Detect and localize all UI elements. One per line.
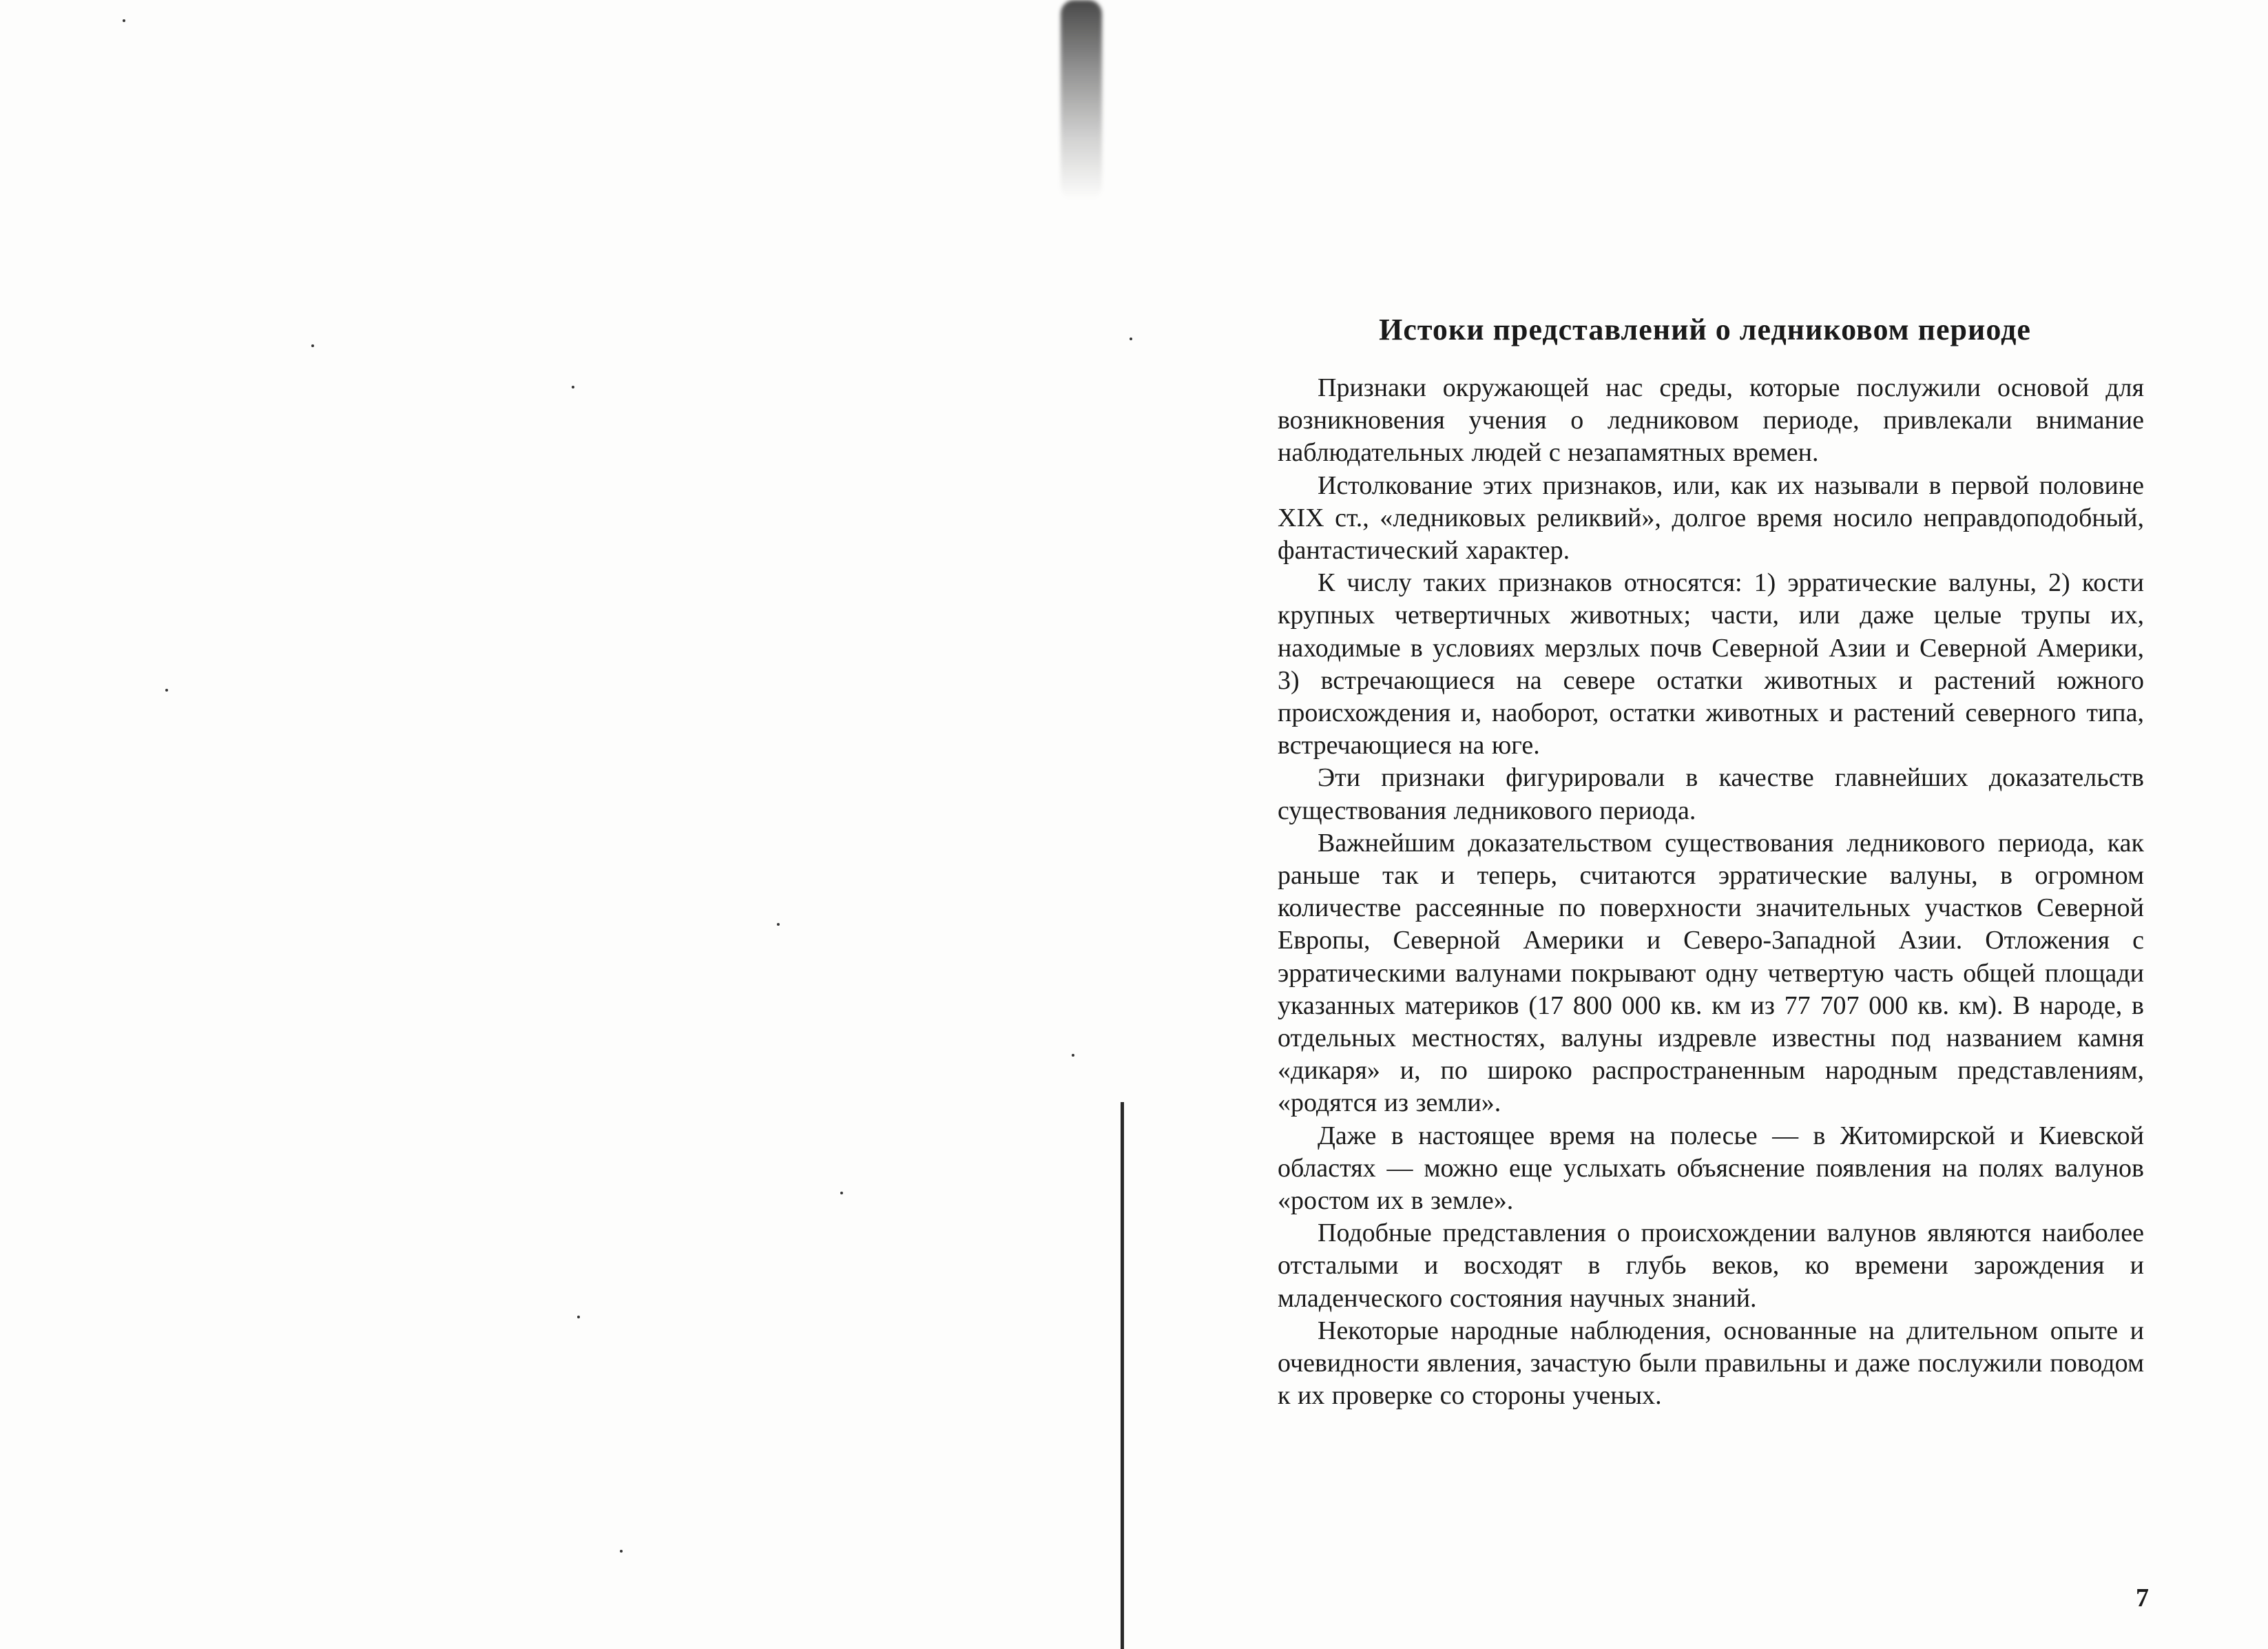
- paragraph: Важнейшим доказательством существования ледникового периода, как раньше так и теперь, считаются эрратические валуны, в огромном количестве рассеянные по поверхности значительных участков Северной Европы, Северной Америки и Северо-Западной Азии. Отложения с эрратическими валунами покрывают одну четвертую часть общей площади указанных материков (17 800 000 кв. км из 77 707 000 кв. км). В народе, в отдельных местностях, валуны издревле известны под названием камня «дикаря» и, по широко распространенным народным представлениям, «родятся из земли».: [1278, 828, 2144, 1118]
- speck: [840, 1192, 843, 1194]
- speck: [620, 1550, 623, 1553]
- paragraph: Эти признаки фигурировали в качестве главнейших доказательств существования ледникового периода.: [1278, 763, 2144, 825]
- speck: [572, 386, 574, 388]
- binding-smudge: [1061, 0, 1102, 200]
- speck: [777, 923, 780, 926]
- paragraph: Истолкование этих признаков, или, как их называли в первой половине XIX ст., «ледниковых реликвий», долгое время носило неправдоподобный, фантастический характер.: [1278, 470, 2144, 566]
- speck: [311, 344, 314, 347]
- paragraph: Даже в настоящее время на полесье — в Житомирской и Киевской областях — можно еще услыхать объяснение появления на полях валунов «ростом их в земле».: [1278, 1121, 2144, 1216]
- right-page: [1130, 0, 2268, 1649]
- speck: [1072, 1054, 1074, 1057]
- speck: [577, 1316, 580, 1318]
- binding-line: [1121, 1102, 1124, 1649]
- speck: [123, 19, 125, 22]
- speck: [165, 689, 168, 692]
- paragraph: Подобные представления о происхождении валунов являются наиболее отсталыми и восходят в глубь веков, ко времени зарождения и младенческого состояния научных знаний.: [1278, 1218, 2144, 1313]
- left-page-blank: [0, 0, 1123, 1649]
- paragraph: К числу таких признаков относятся: 1) эрратические валуны, 2) кости крупных четвертичных животных; части, или даже целые трупы их, находимые в условиях мерзлых почв Северной Азии и Северной Америки, 3) встречающиеся на севере остатки животных и растений южного происхождения и, наоборот, остатки животных и растений северного типа, встречающиеся на юге.: [1278, 568, 2144, 760]
- paragraph: Некоторые народные наблюдения, основанные на длительном опыте и очевидности явления, зачастую были правильны и даже послужили поводом к их проверке со стороны ученых.: [1278, 1316, 2144, 1411]
- page-heading: Истоки представлений о ледниковом периоде: [1379, 313, 2031, 346]
- paragraph: Признаки окружающей нас среды, которые послужили основой для возникновения учения о ледниковом периоде, привлекали внимание наблюдательных людей с незапамятных времен.: [1278, 373, 2144, 468]
- body-text: [1278, 372, 2144, 1413]
- page-number: 7: [2136, 1584, 2149, 1612]
